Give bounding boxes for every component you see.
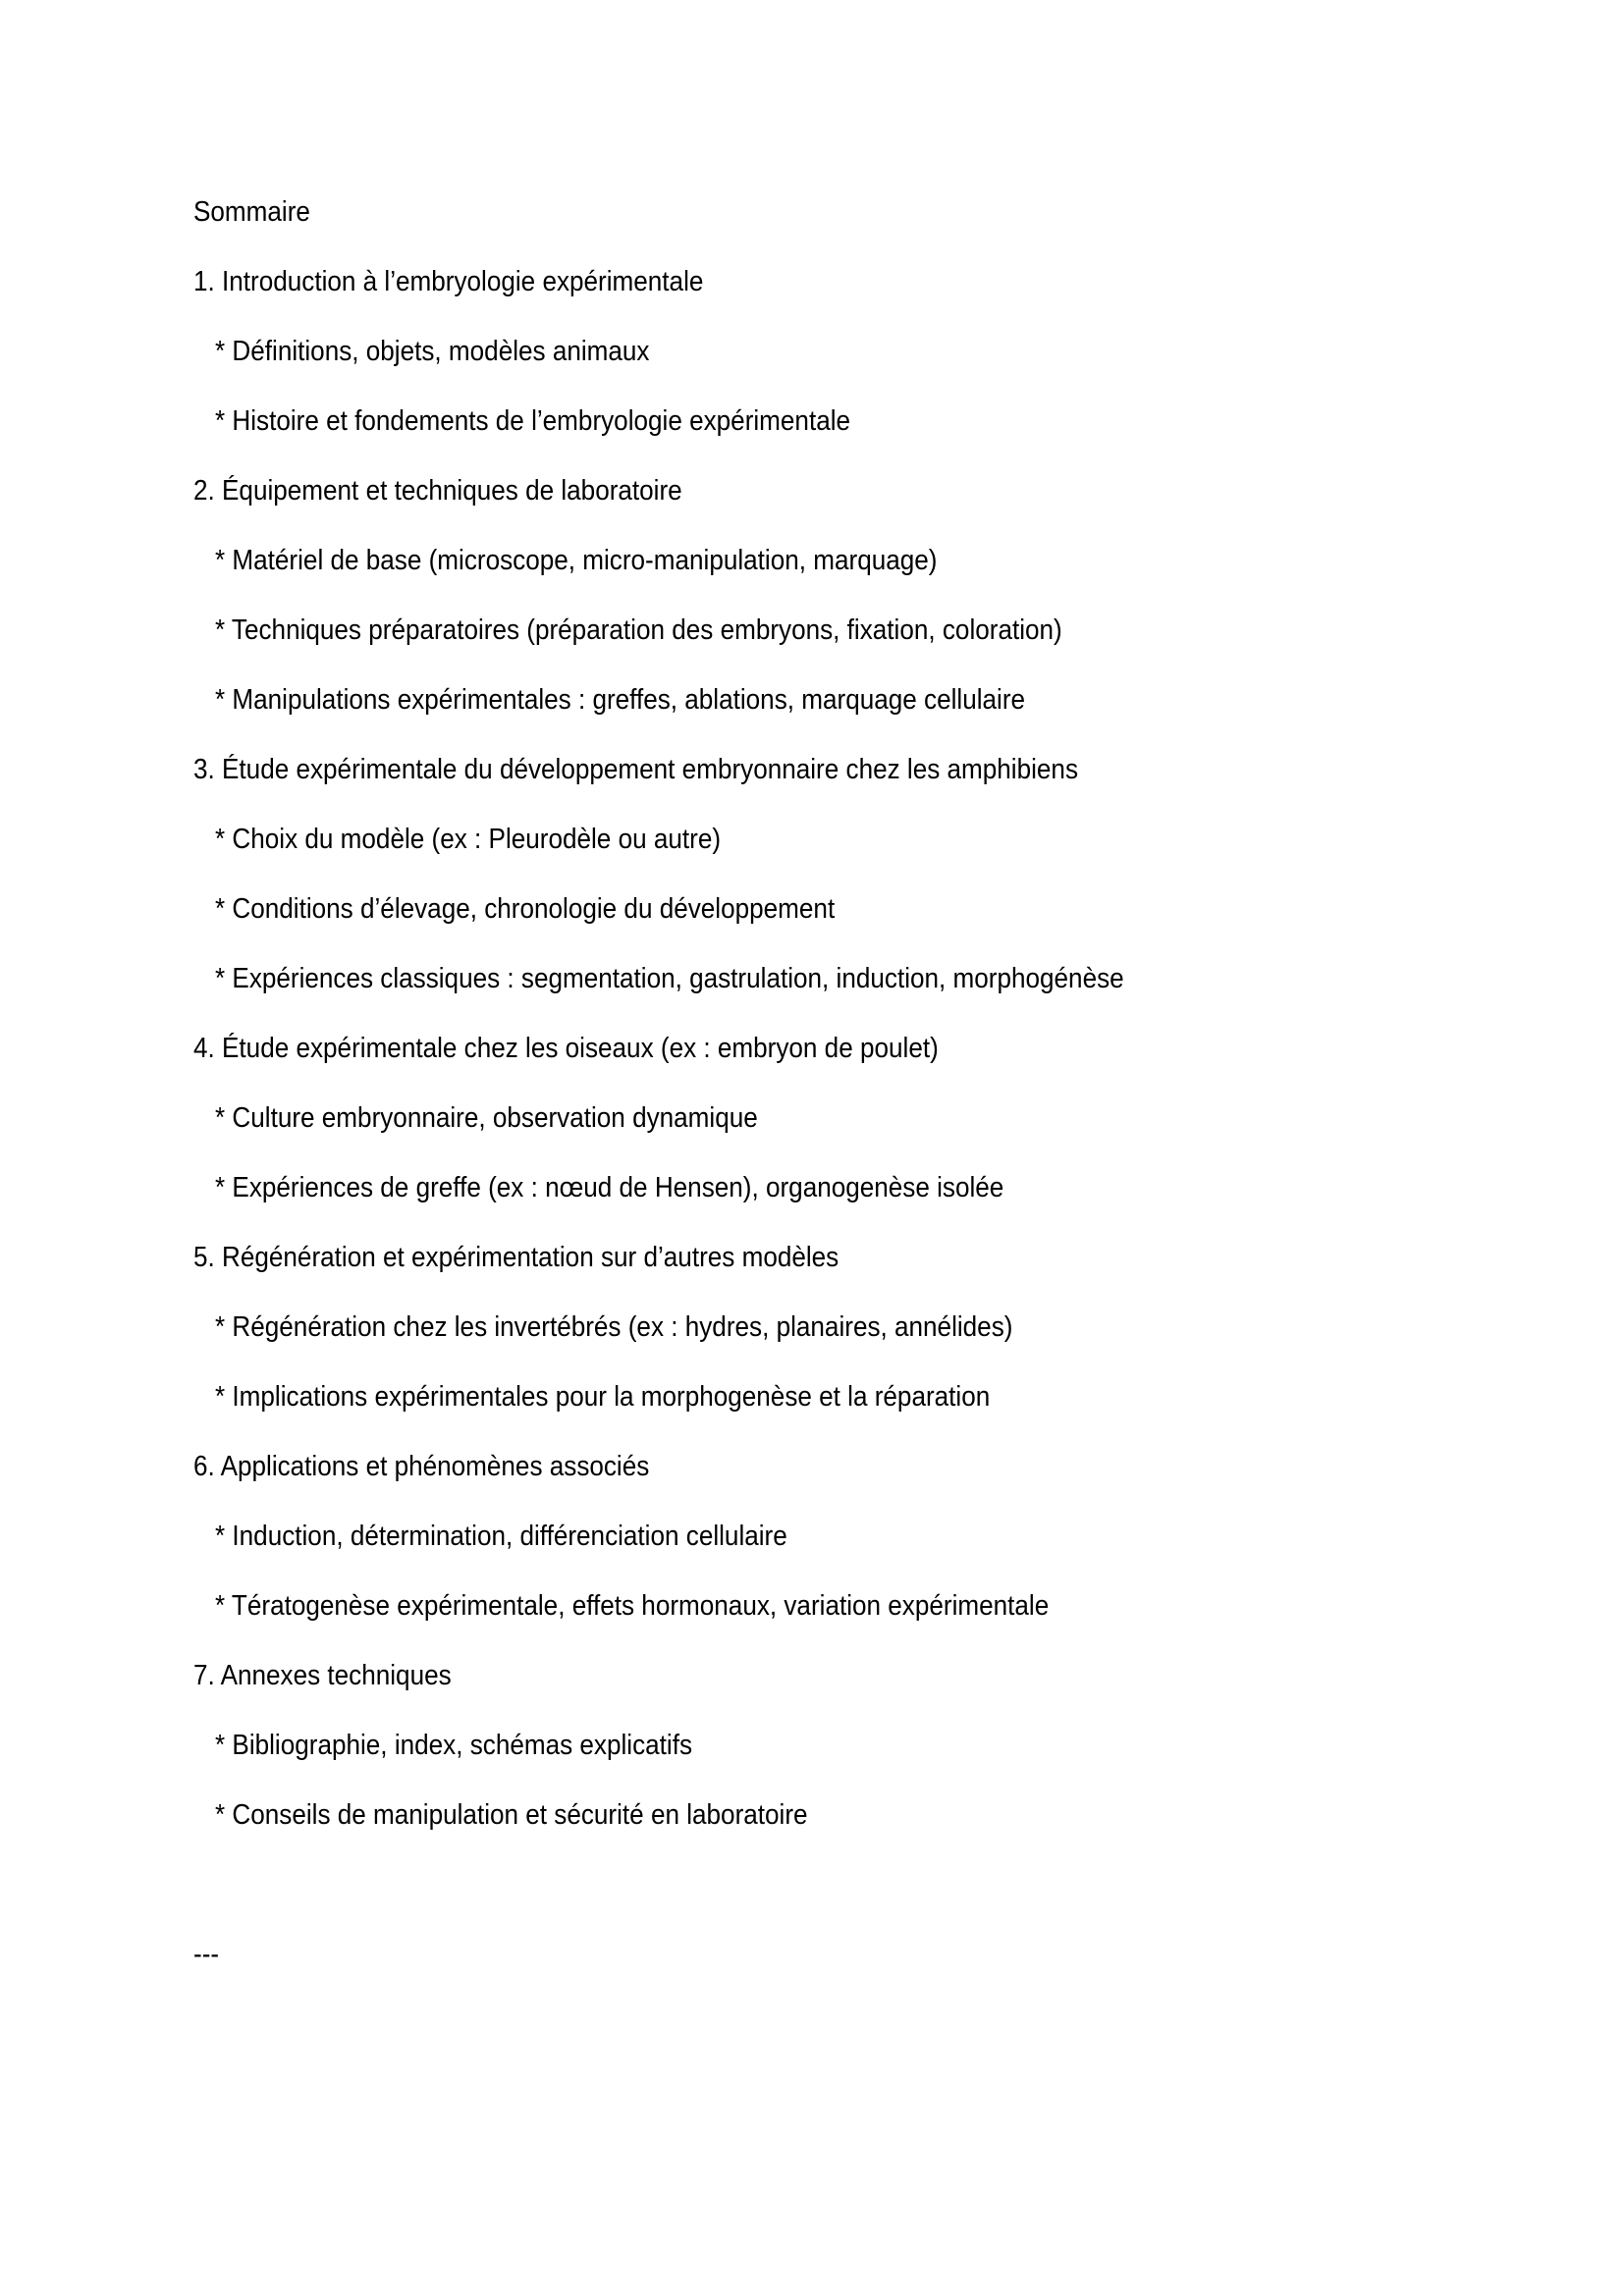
section-item: * Matériel de base (microscope, micro-manipulation, marquage)	[215, 545, 938, 576]
section-item: * Conditions d’élevage, chronologie du développement	[215, 893, 836, 925]
section-item: * Définitions, objets, modèles animaux	[215, 336, 650, 367]
section-item: * Induction, détermination, différenciation cellulaire	[215, 1521, 787, 1552]
section-item: * Choix du modèle (ex : Pleurodèle ou autre)	[215, 824, 722, 855]
section-item: * Techniques préparatoires (préparation des embryons, fixation, coloration)	[215, 614, 1062, 646]
section-item: * Bibliographie, index, schémas explicatifs	[215, 1730, 692, 1761]
section-item: * Conseils de manipulation et sécurité en laboratoire	[215, 1799, 808, 1831]
section-heading-3: 3. Étude expérimentale du développement embryonnaire chez les amphibiens	[193, 754, 1078, 785]
section-item: * Implications expérimentales pour la morphogenèse et la réparation	[215, 1381, 991, 1413]
separator: ---	[193, 1939, 220, 1970]
section-heading-1: 1. Introduction à l’embryologie expérimentale	[193, 266, 704, 297]
section-item: * Culture embryonnaire, observation dynamique	[215, 1102, 758, 1134]
section-item: * Tératogenèse expérimentale, effets hormonaux, variation expérimentale	[215, 1590, 1050, 1622]
section-heading-4: 4. Étude expérimentale chez les oiseaux (ex : embryon de poulet)	[193, 1033, 939, 1064]
toc-title: Sommaire	[193, 196, 310, 228]
section-item: * Histoire et fondements de l’embryologie expérimentale	[215, 405, 851, 437]
section-heading-5: 5. Régénération et expérimentation sur d’autres modèles	[193, 1242, 839, 1273]
section-item: * Régénération chez les invertébrés (ex : hydres, planaires, annélides)	[215, 1311, 1013, 1343]
section-heading-6: 6. Applications et phénomènes associés	[193, 1451, 650, 1482]
section-item: * Expériences de greffe (ex : nœud de Hensen), organogenèse isolée	[215, 1172, 1004, 1203]
section-item: * Manipulations expérimentales : greffes, ablations, marquage cellulaire	[215, 684, 1026, 716]
section-item: * Expériences classiques : segmentation, gastrulation, induction, morphogénèse	[215, 963, 1124, 994]
section-heading-2: 2. Équipement et techniques de laboratoire	[193, 475, 682, 507]
section-heading-7: 7. Annexes techniques	[193, 1660, 452, 1691]
